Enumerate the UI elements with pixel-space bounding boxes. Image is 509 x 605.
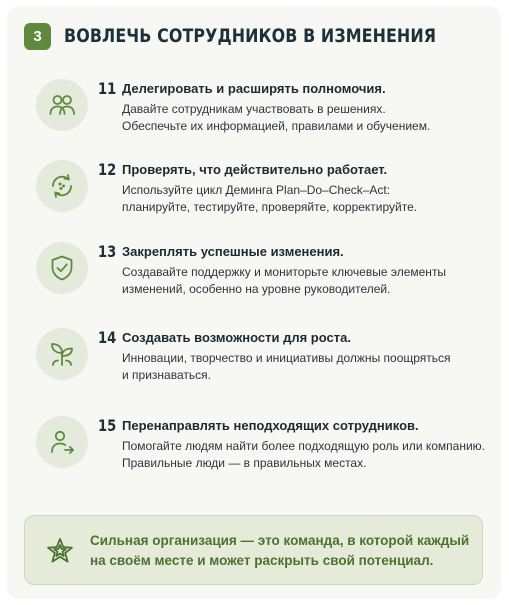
description-line: Помогайте людям найти более подходящую роль или компанию.: [122, 439, 485, 453]
section-title: ВОВЛЕЧЬ СОТРУДНИКОВ В ИЗМЕНЕНИЯ: [64, 26, 437, 47]
star-icon: [45, 536, 75, 566]
item-number: 12: [98, 160, 117, 179]
person-redirect-icon: [36, 416, 88, 468]
description-line: Используйте цикл Деминга Plan–Do–Check–Act:: [122, 183, 391, 197]
description-line: Инновации, творчество и инициативы должны поощряться: [122, 351, 451, 365]
item-number: 11: [98, 79, 117, 98]
section-number-badge: 3: [24, 23, 51, 50]
item-description: [122, 264, 462, 298]
item-title: Закреплять успешные изменения.: [122, 244, 344, 259]
item-number: 14: [98, 328, 117, 347]
list-item-15: [36, 416, 485, 486]
sprout-icon: [36, 328, 88, 380]
item-number: 13: [98, 242, 117, 261]
section-header: [24, 23, 497, 50]
list-item-13: [36, 242, 476, 312]
callout-line: на своём месте и может раскрыть свой потенциал.: [90, 553, 434, 568]
item-title: Перенаправлять неподходящих сотрудников.: [122, 418, 419, 433]
item-title: Создавать возможности для роста.: [122, 330, 351, 345]
item-title: Проверять, что действительно работает.: [122, 162, 388, 177]
description-line: Обеспечьте их информацией, правилами и обучением.: [122, 119, 431, 133]
item-description: [122, 182, 462, 216]
description-line: изменений, особенно на уровне руководителей.: [122, 282, 391, 296]
description-line: Давайте сотрудникам участвовать в решениях.: [122, 102, 386, 116]
list-item-12: [36, 160, 476, 230]
list-item-11: [36, 79, 476, 149]
callout-line: Сильная организация — это команда, в которой каждый: [90, 533, 470, 548]
description-line: Правильные люди — в правильных местах.: [122, 456, 367, 470]
people-icon: [36, 79, 88, 131]
item-number: 15: [98, 416, 117, 435]
cycle-arrows-icon: [36, 160, 88, 212]
description-line: Создавайте поддержку и мониторьте ключевые элементы: [122, 265, 447, 279]
callout-text: [90, 531, 469, 571]
item-description: [122, 438, 485, 472]
description-line: и признаваться.: [122, 368, 211, 382]
item-title: Делегировать и расширять полномочия.: [122, 81, 386, 96]
description-line: планируйте, тестируйте, проверяйте, корректируйте.: [122, 200, 418, 214]
page-card: [7, 6, 501, 599]
summary-callout: [24, 515, 483, 585]
item-description: [122, 101, 462, 135]
shield-check-icon: [36, 242, 88, 294]
list-item-14: [36, 328, 476, 398]
item-description: [122, 350, 462, 384]
